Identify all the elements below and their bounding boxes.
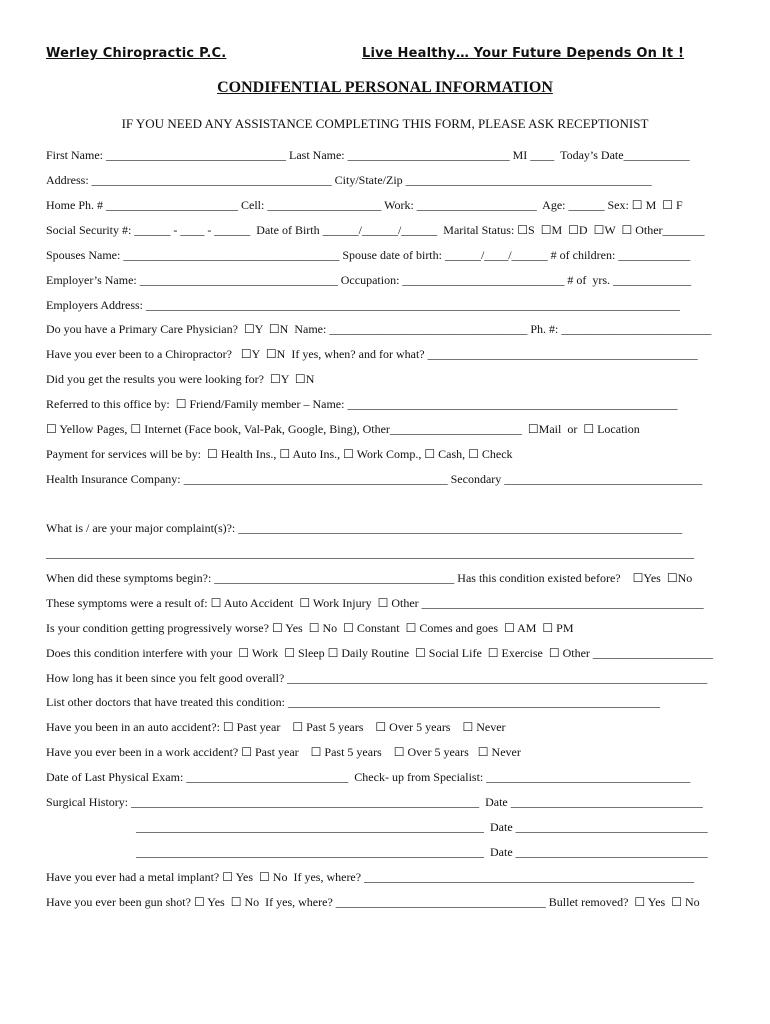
results-row[interactable]: Did you get the results you were looking for? ☐Y ☐N bbox=[46, 372, 315, 386]
symptoms-cause-row[interactable]: These symptoms were a result of: ☐ Auto Accident ☐ Work Injury ☐ Other _______________________________________________ bbox=[46, 596, 704, 610]
referral-row[interactable]: Referred to this office by: ☐ Friend/Family member – Name: _______________________________________________________ bbox=[46, 397, 678, 411]
felt-good-row[interactable]: How long has it been since you felt good overall? ______________________________________________________________________ bbox=[46, 671, 708, 685]
practice-slogan: Live Healthy… Your Future Depends On It ! bbox=[362, 46, 685, 61]
complaint-row[interactable]: What is / are your major complaint(s)?: __________________________________________________________________________ bbox=[46, 521, 683, 535]
employer-row[interactable]: Employer’s Name: _________________________________ Occupation: ___________________________ # of yrs. _____________ bbox=[46, 273, 692, 287]
interference-row[interactable]: Does this condition interfere with your ☐ Work ☐ Sleep ☐ Daily Routine ☐ Social Life ☐ Exercise ☐ Other ____________________ bbox=[46, 646, 713, 660]
metal-implant-row[interactable]: Have you ever had a metal implant? ☐ Yes ☐ No If yes, where? _______________________________________________________ bbox=[46, 870, 695, 884]
practice-name: Werley Chiropractic P.C. bbox=[46, 46, 227, 61]
symptoms-begin-row[interactable]: When did these symptoms begin?: ________________________________________ Has this condition existed before? ☐Yes ☐No bbox=[46, 571, 693, 585]
other-doctors-row[interactable]: List other doctors that have treated this condition: ______________________________________________________________ bbox=[46, 695, 660, 709]
surgical-history-row-3[interactable]: __________________________________________________________ Date ________________________________ bbox=[136, 845, 708, 859]
spouse-row[interactable]: Spouses Name: ____________________________________ Spouse date of birth: ______/____/______ # of children: ____________ bbox=[46, 248, 691, 262]
social-security-row[interactable]: Social Security #: ______ - ____ - ______ Date of Birth ______/______/______ Marital Status: ☐S ☐M ☐D ☐W ☐ Other_______ bbox=[46, 223, 705, 237]
physical-exam-row[interactable]: Date of Last Physical Exam: ___________________________ Check- up from Specialist: __________________________________ bbox=[46, 770, 691, 784]
form-instructions: IF YOU NEED ANY ASSISTANCE COMPLETING THIS FORM, PLEASE ASK RECEPTIONIST bbox=[121, 116, 649, 131]
surgical-history-row[interactable]: Surgical History: __________________________________________________________ Date ________________________________ bbox=[46, 795, 703, 809]
progression-row[interactable]: Is your condition getting progressively worse? ☐ Yes ☐ No ☐ Constant ☐ Comes and goes ☐ AM ☐ PM bbox=[46, 621, 574, 635]
gun-shot-row[interactable]: Have you ever been gun shot? ☐ Yes ☐ No If yes, where? ___________________________________ Bullet removed? ☐ Yes ☐ No bbox=[46, 895, 700, 909]
employer-address-row[interactable]: Employers Address: _________________________________________________________________________________________ bbox=[46, 298, 680, 312]
phone-row[interactable]: Home Ph. # ______________________ Cell: ___________________ Work: ____________________ Age: ______ Sex: ☐ M ☐ F bbox=[46, 198, 683, 212]
form-title: CONDIFENTIAL PERSONAL INFORMATION bbox=[217, 79, 553, 96]
work-accident-row[interactable]: Have you ever been in a work accident? ☐ Past year ☐ Past 5 years ☐ Over 5 years ☐ Never bbox=[46, 745, 521, 759]
referral-source-row[interactable]: ☐ Yellow Pages, ☐ Internet (Face book, Val-Pak, Google, Bing), Other______________________ ☐Mail or ☐ Location bbox=[46, 422, 640, 436]
payment-row[interactable]: Payment for services will be by: ☐ Health Ins., ☐ Auto Ins., ☐ Work Comp., ☐ Cash, ☐ Check bbox=[46, 447, 513, 461]
chiropractor-row[interactable]: Have you ever been to a Chiropractor? ☐Y ☐N If yes, when? and for what? _____________________________________________ bbox=[46, 347, 698, 361]
insurance-row[interactable]: Health Insurance Company: ____________________________________________ Secondary _________________________________ bbox=[46, 472, 703, 486]
complaint-continued-row[interactable]: ____________________________________________________________________________________________________________ bbox=[46, 546, 694, 560]
address-row[interactable]: Address: ________________________________________ City/State/Zip _________________________________________ bbox=[46, 173, 652, 187]
first-name-row[interactable]: First Name: ______________________________ Last Name: ___________________________ MI ____ Today’s Date___________ bbox=[46, 148, 690, 162]
primary-care-row[interactable]: Do you have a Primary Care Physician? ☐Y ☐N Name: _________________________________ Ph. #: _________________________ bbox=[46, 322, 712, 336]
surgical-history-row-2[interactable]: __________________________________________________________ Date ________________________________ bbox=[136, 820, 708, 834]
auto-accident-row[interactable]: Have you been in an auto accident?: ☐ Past year ☐ Past 5 years ☐ Over 5 years ☐ Never bbox=[46, 720, 506, 734]
